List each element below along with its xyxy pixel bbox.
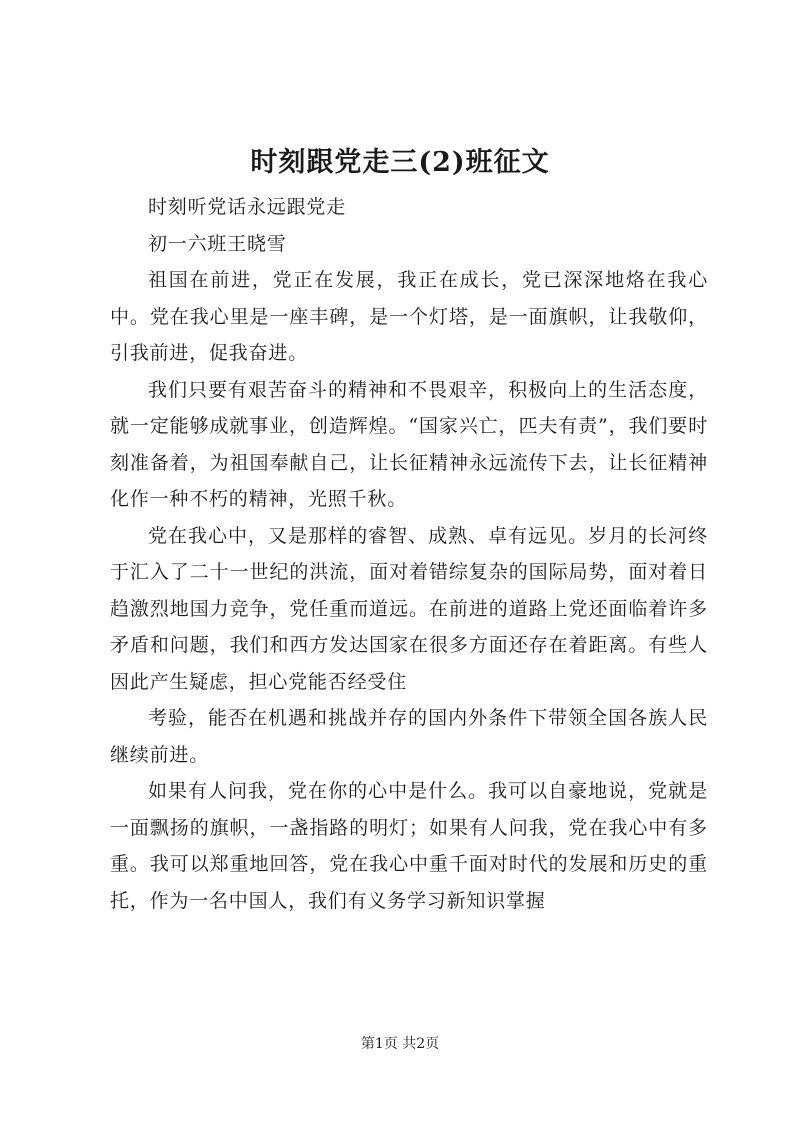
page-footer: 第1页 共2页 — [360, 1036, 440, 1052]
body-paragraph-1: 祖国在前进，党正在发展，我正在成长，党已深深地烙在我心中。党在我心里是一座丰碑，是一个灯塔，是一面旗帜，让我敬仰，引我前进，促我奋进。 — [110, 269, 708, 364]
body-paragraph-4: 考验，能否在机遇和挑战并存的国内外条件下带领全国各族人民继续前进。 — [110, 707, 708, 766]
body-paragraph-5: 如果有人问我，党在你的心中是什么。我可以自豪地说，党就是一面飘扬的旗帜，一盏指路的明灯；如果有人问我，党在我心中有多重。我可以郑重地回答，党在我心中重千面对时代的发展和历史的重托，作为一名中国人，我们有义务学习新知识掌握 — [110, 780, 708, 912]
document-title: 时刻跟党走三(2)班征文 — [250, 147, 550, 178]
body-paragraph-3: 党在我心中，又是那样的睿智、成熟、卓有远见。岁月的长河终于汇入了二十一世纪的洪流，面对着错综复杂的国际局势，面对着日趋激烈地国力竞争，党任重而道远。在前进的道路上党还面临着许多矛盾和问题，我们和西方发达国家在很多方面还存在着距离。有些人因此产生疑虑，担心党能否经受住 — [110, 524, 708, 693]
body-paragraph-2: 我们只要有艰苦奋斗的精神和不畏艰辛，积极向上的生活态度，就一定能够成就事业，创造辉煌。“国家兴亡，匹夫有责”，我们要时刻准备着，为祖国奉献自己，让长征精神永远流传下去，让长征精神化作一种不朽的精神，光照千秋。 — [110, 378, 708, 510]
subtitle-paragraph: 时刻听党话永远跟党走 — [148, 196, 347, 218]
author-paragraph: 初一六班王晓雪 — [148, 232, 287, 255]
document-body — [110, 189, 708, 919]
